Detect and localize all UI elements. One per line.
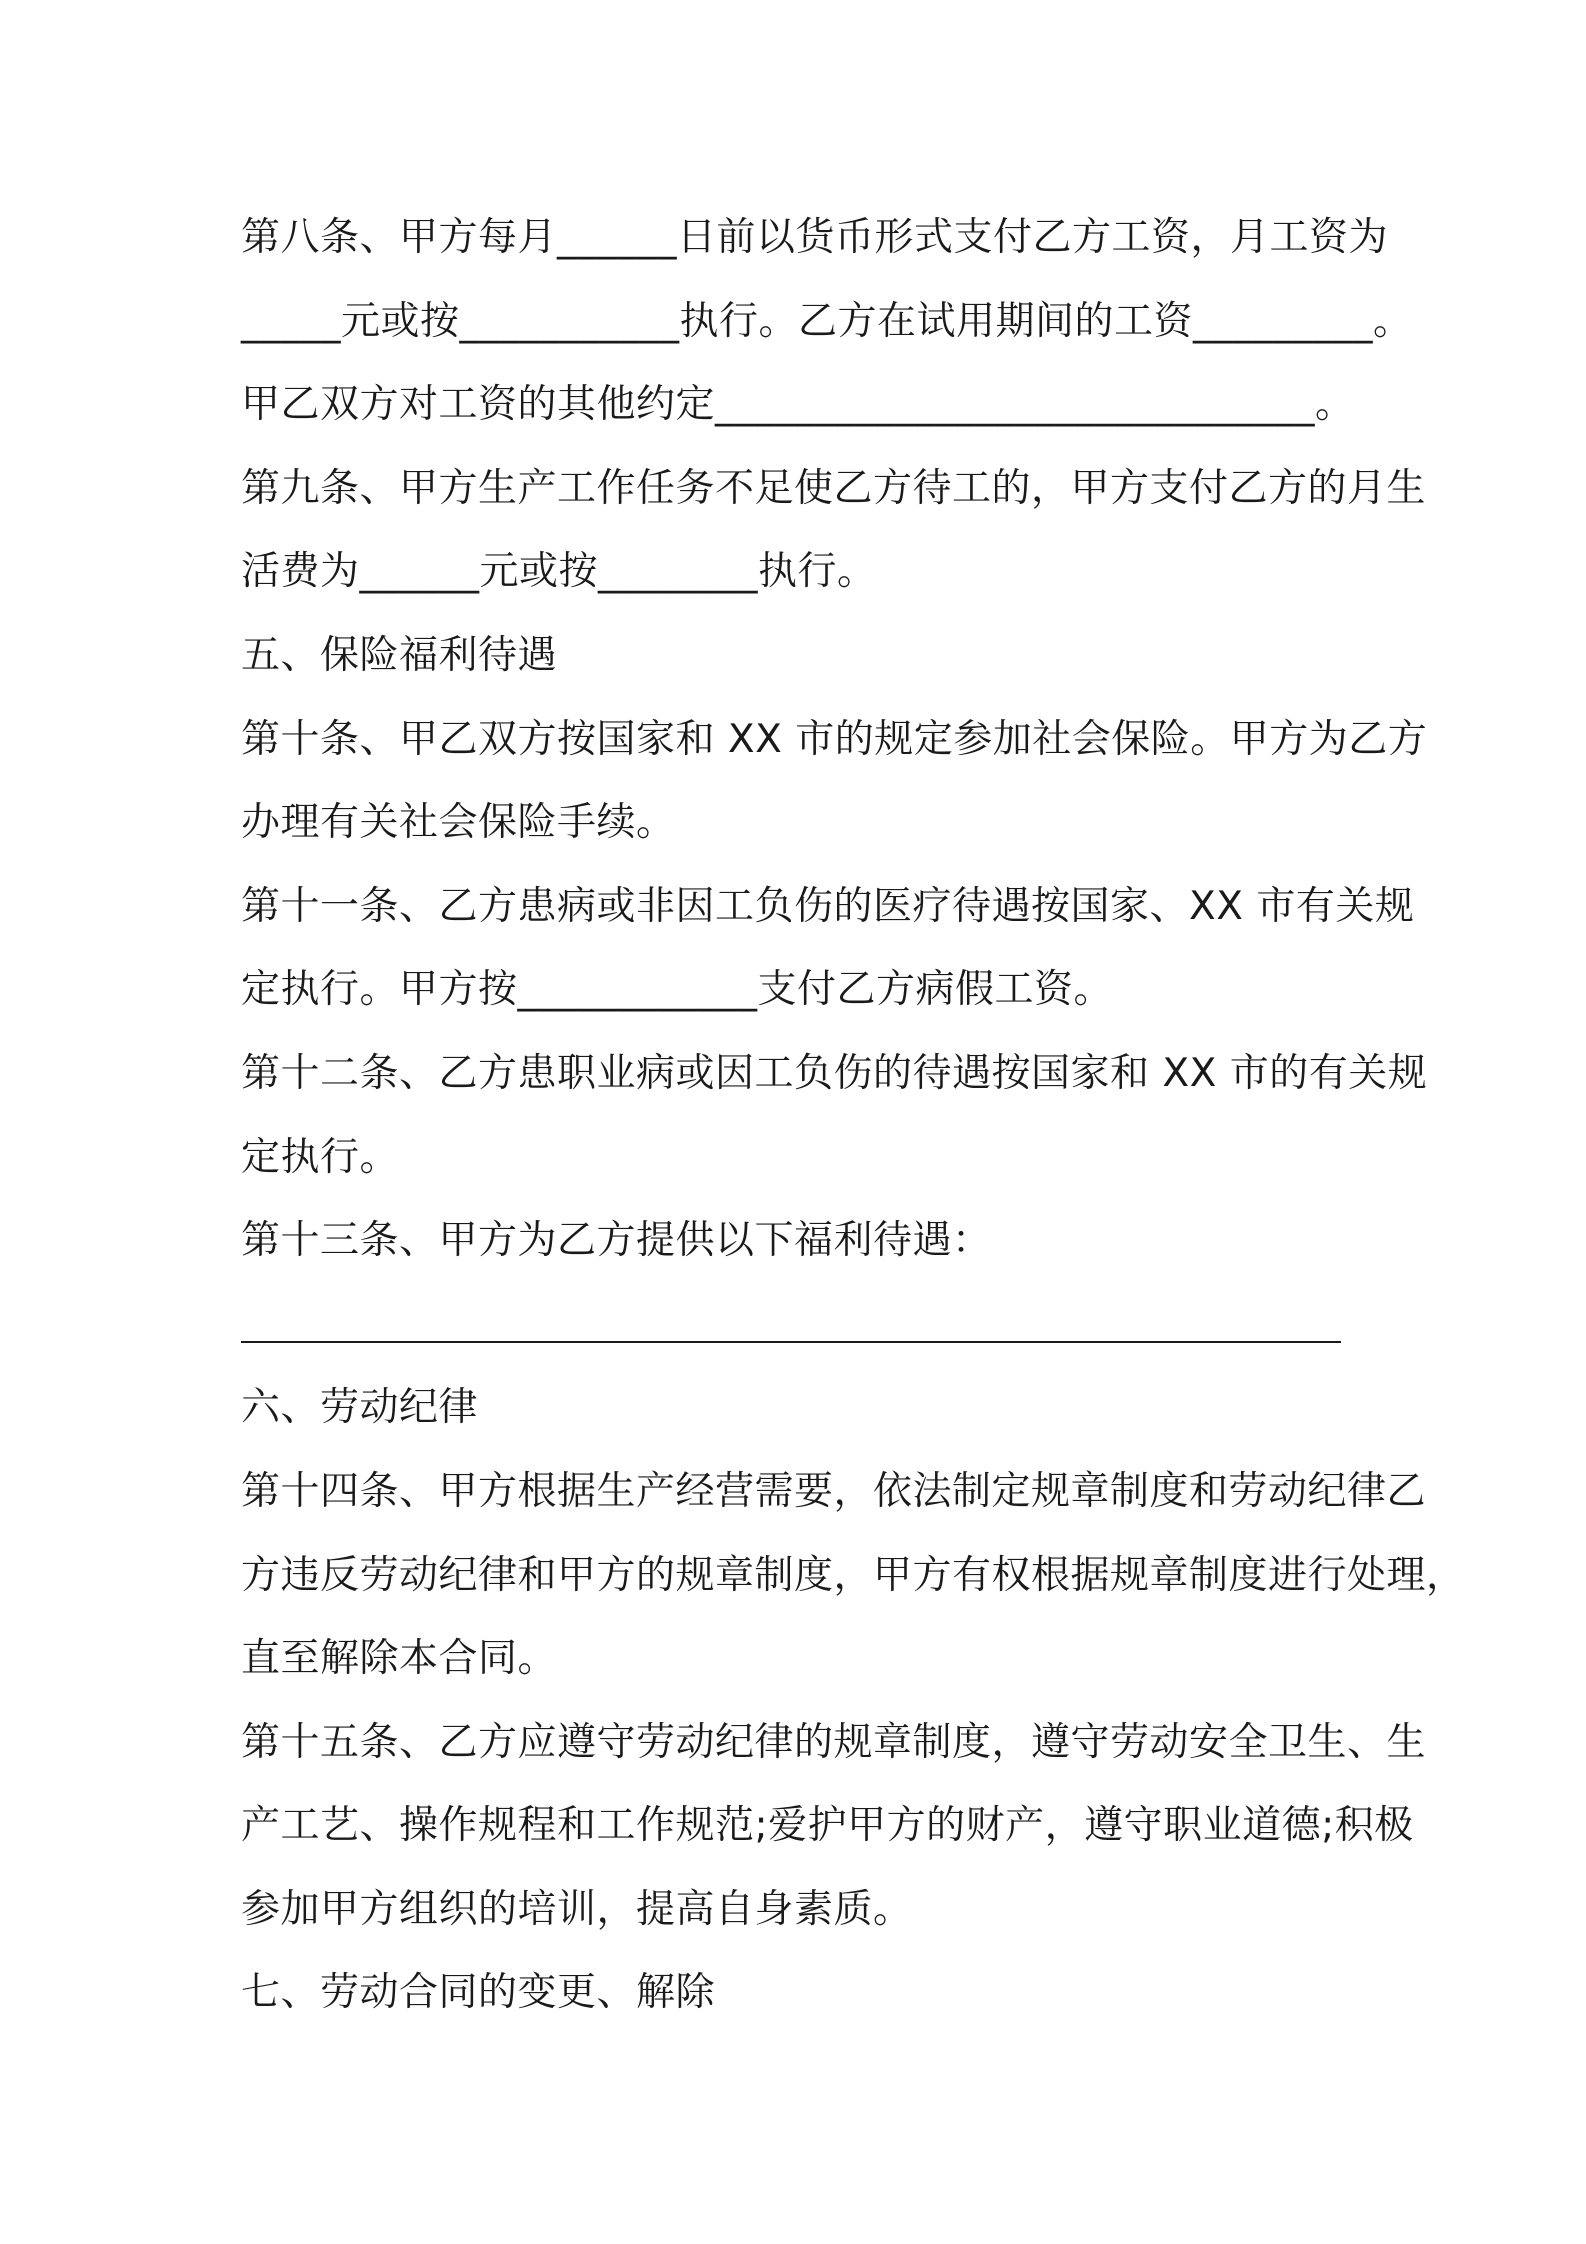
article-14-line-3: 直至解除本合同。: [241, 1636, 558, 1682]
article-9-line-2: 活费为______元或按________执行。: [241, 549, 877, 595]
article-14-line-2: 方违反劳动纪律和甲方的规章制度，甲方有权根据规章制度进行处理，: [241, 1552, 1466, 1598]
article-11-line-1: 第十一条、乙方患病或非因工负伤的医疗待遇按国家、XX 市有关规: [241, 883, 1415, 929]
article-13-line-1: 第十三条、甲方为乙方提供以下福利待遇：: [241, 1218, 992, 1264]
article-8-line-2: _____元或按___________执行。乙方在试用期间的工资_________。: [241, 298, 1413, 344]
article-10-line-1: 第十条、甲乙双方按国家和 XX 市的规定参加社会保险。甲方为乙方: [241, 716, 1428, 762]
article-15-line-2: 产工艺、操作规程和工作规范;爱护甲方的财产，遵守职业道德;积极: [241, 1803, 1414, 1849]
article-12-line-1: 第十二条、乙方患职业病或因工负伤的待遇按国家和 XX 市的有关规: [241, 1050, 1428, 1096]
document-body: [241, 196, 1466, 2035]
article-13-blank-line: [241, 1283, 1356, 1367]
article-10-line-2: 办理有关社会保险手续。: [241, 800, 676, 846]
blank-underline: [241, 1341, 1341, 1343]
section-6-heading: 六、劳动纪律: [241, 1385, 479, 1431]
article-12-line-2: 定执行。: [241, 1134, 400, 1180]
article-11-line-2: 定执行。甲方按____________支付乙方病假工资。: [241, 967, 1114, 1013]
article-8-line-3: 甲乙双方对工资的其他约定______________________________。: [241, 382, 1355, 428]
article-9-line-1: 第九条、甲方生产工作任务不足使乙方待工的，甲方支付乙方的月生: [241, 465, 1427, 511]
article-15-line-3: 参加甲方组织的培训，提高自身素质。: [241, 1886, 913, 1932]
article-8-line-1: 第八条、甲方每月______日前以货币形式支付乙方工资，月工资为: [241, 215, 1389, 260]
article-14-line-1: 第十四条、甲方根据生产经营需要，依法制定规章制度和劳动纪律乙: [241, 1468, 1427, 1514]
section-7-heading: 七、劳动合同的变更、解除: [241, 1970, 716, 2016]
article-15-line-1: 第十五条、乙方应遵守劳动纪律的规章制度，遵守劳动安全卫生、生: [241, 1719, 1427, 1765]
section-5-heading: 五、保险福利待遇: [241, 632, 558, 678]
